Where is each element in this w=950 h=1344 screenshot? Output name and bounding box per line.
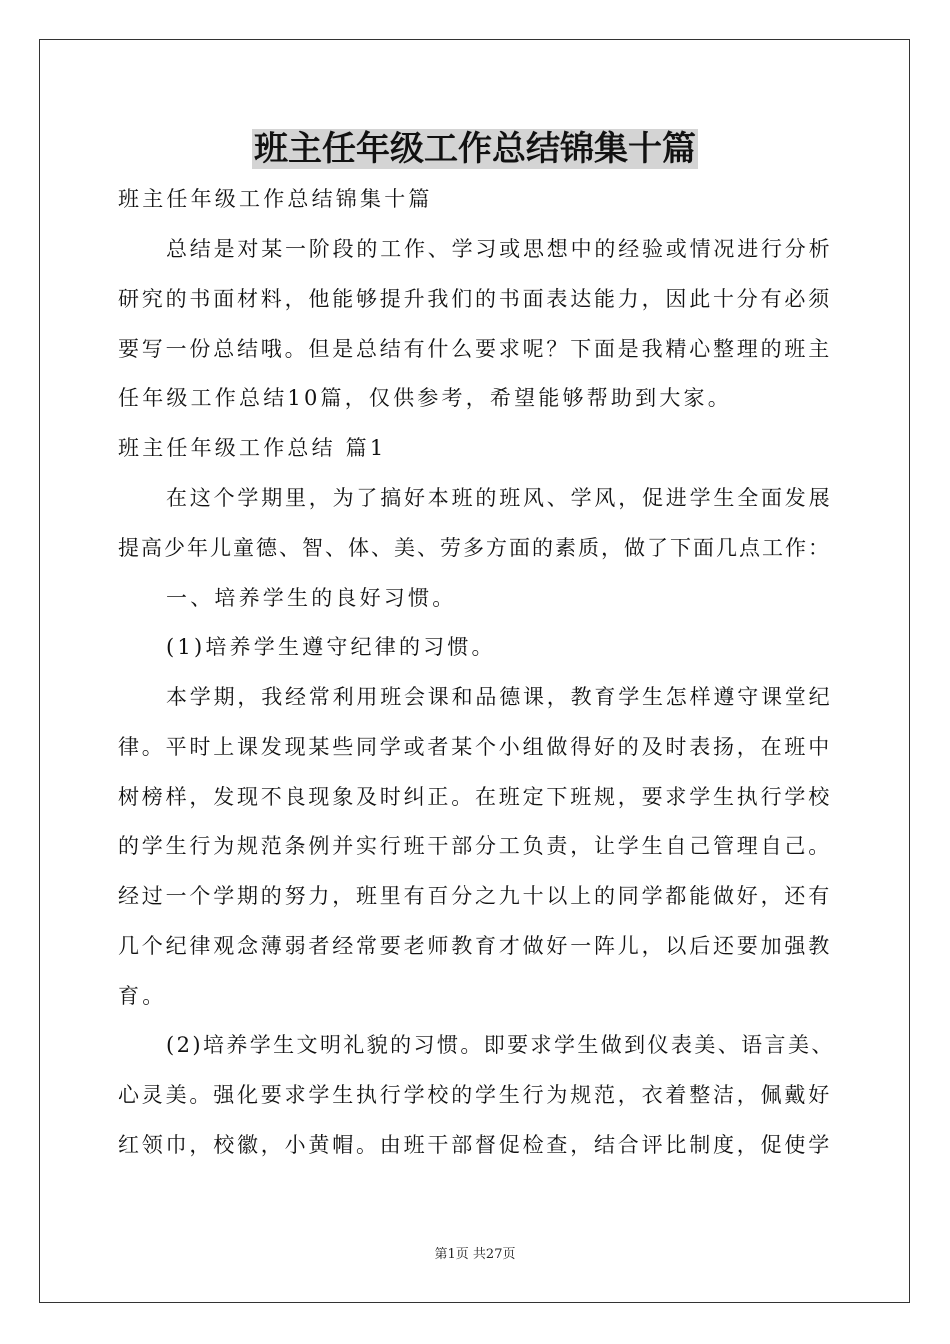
paragraph-line: 几个纪律观念薄弱者经常要老师教育才做好一阵儿，以后还要加强教 bbox=[118, 934, 832, 958]
subtitle-line: 班主任年级工作总结锦集十篇 bbox=[118, 187, 433, 211]
paragraph-line: (1)培养学生遵守纪律的习惯。 bbox=[166, 635, 496, 659]
paragraph-line: 提高少年儿童德、智、体、美、劳多方面的素质，做了下面几点工作： bbox=[118, 536, 831, 560]
page-footer: 第1页 共27页 bbox=[434, 1247, 516, 1262]
paragraph-line: 本学期，我经常利用班会课和品德课，教育学生怎样遵守课堂纪 bbox=[166, 685, 833, 709]
paragraph-line: 的学生行为规范条例并实行班干部分工负责，让学生自己管理自己。 bbox=[118, 834, 832, 858]
paragraph-line: 律。平时上课发现某些同学或者某个小组做得好的及时表扬，在班中 bbox=[118, 735, 832, 759]
page-border bbox=[39, 39, 910, 1303]
document-title-text: 班主任年级工作总结锦集十篇 bbox=[254, 129, 696, 169]
paragraph-line: (2)培养学生文明礼貌的习惯。即要求学生做到仪表美、语言美、 bbox=[166, 1033, 835, 1057]
paragraph-line: 育。 bbox=[118, 984, 167, 1008]
paragraph-line: 任年级工作总结10篇，仅供参考，希望能够帮助到大家。 bbox=[118, 386, 732, 410]
document-title bbox=[0, 124, 950, 174]
paragraph-line: 红领巾，校徽，小黄帽。由班干部督促检查，结合评比制度，促使学 bbox=[118, 1133, 832, 1157]
paragraph-line: 树榜样，发现不良现象及时纠正。在班定下班规，要求学生执行学校 bbox=[118, 785, 832, 809]
paragraph-line: 总结是对某一阶段的工作、学习或思想中的经验或情况进行分析 bbox=[166, 237, 833, 261]
paragraph-line: 经过一个学期的努力，班里有百分之九十以上的同学都能做好，还有 bbox=[118, 884, 832, 908]
section-heading: 班主任年级工作总结 篇1 bbox=[118, 436, 387, 460]
paragraph-line: 心灵美。强化要求学生执行学校的学生行为规范，衣着整洁，佩戴好 bbox=[118, 1083, 832, 1107]
paragraph-line: 要写一份总结哦。但是总结有什么要求呢？下面是我精心整理的班主 bbox=[118, 337, 832, 361]
paragraph-line: 研究的书面材料，他能够提升我们的书面表达能力，因此十分有必须 bbox=[118, 287, 832, 311]
paragraph-line: 在这个学期里，为了搞好本班的班风、学风，促进学生全面发展 bbox=[166, 486, 833, 510]
paragraph-line: 一、培养学生的良好习惯。 bbox=[166, 586, 457, 610]
